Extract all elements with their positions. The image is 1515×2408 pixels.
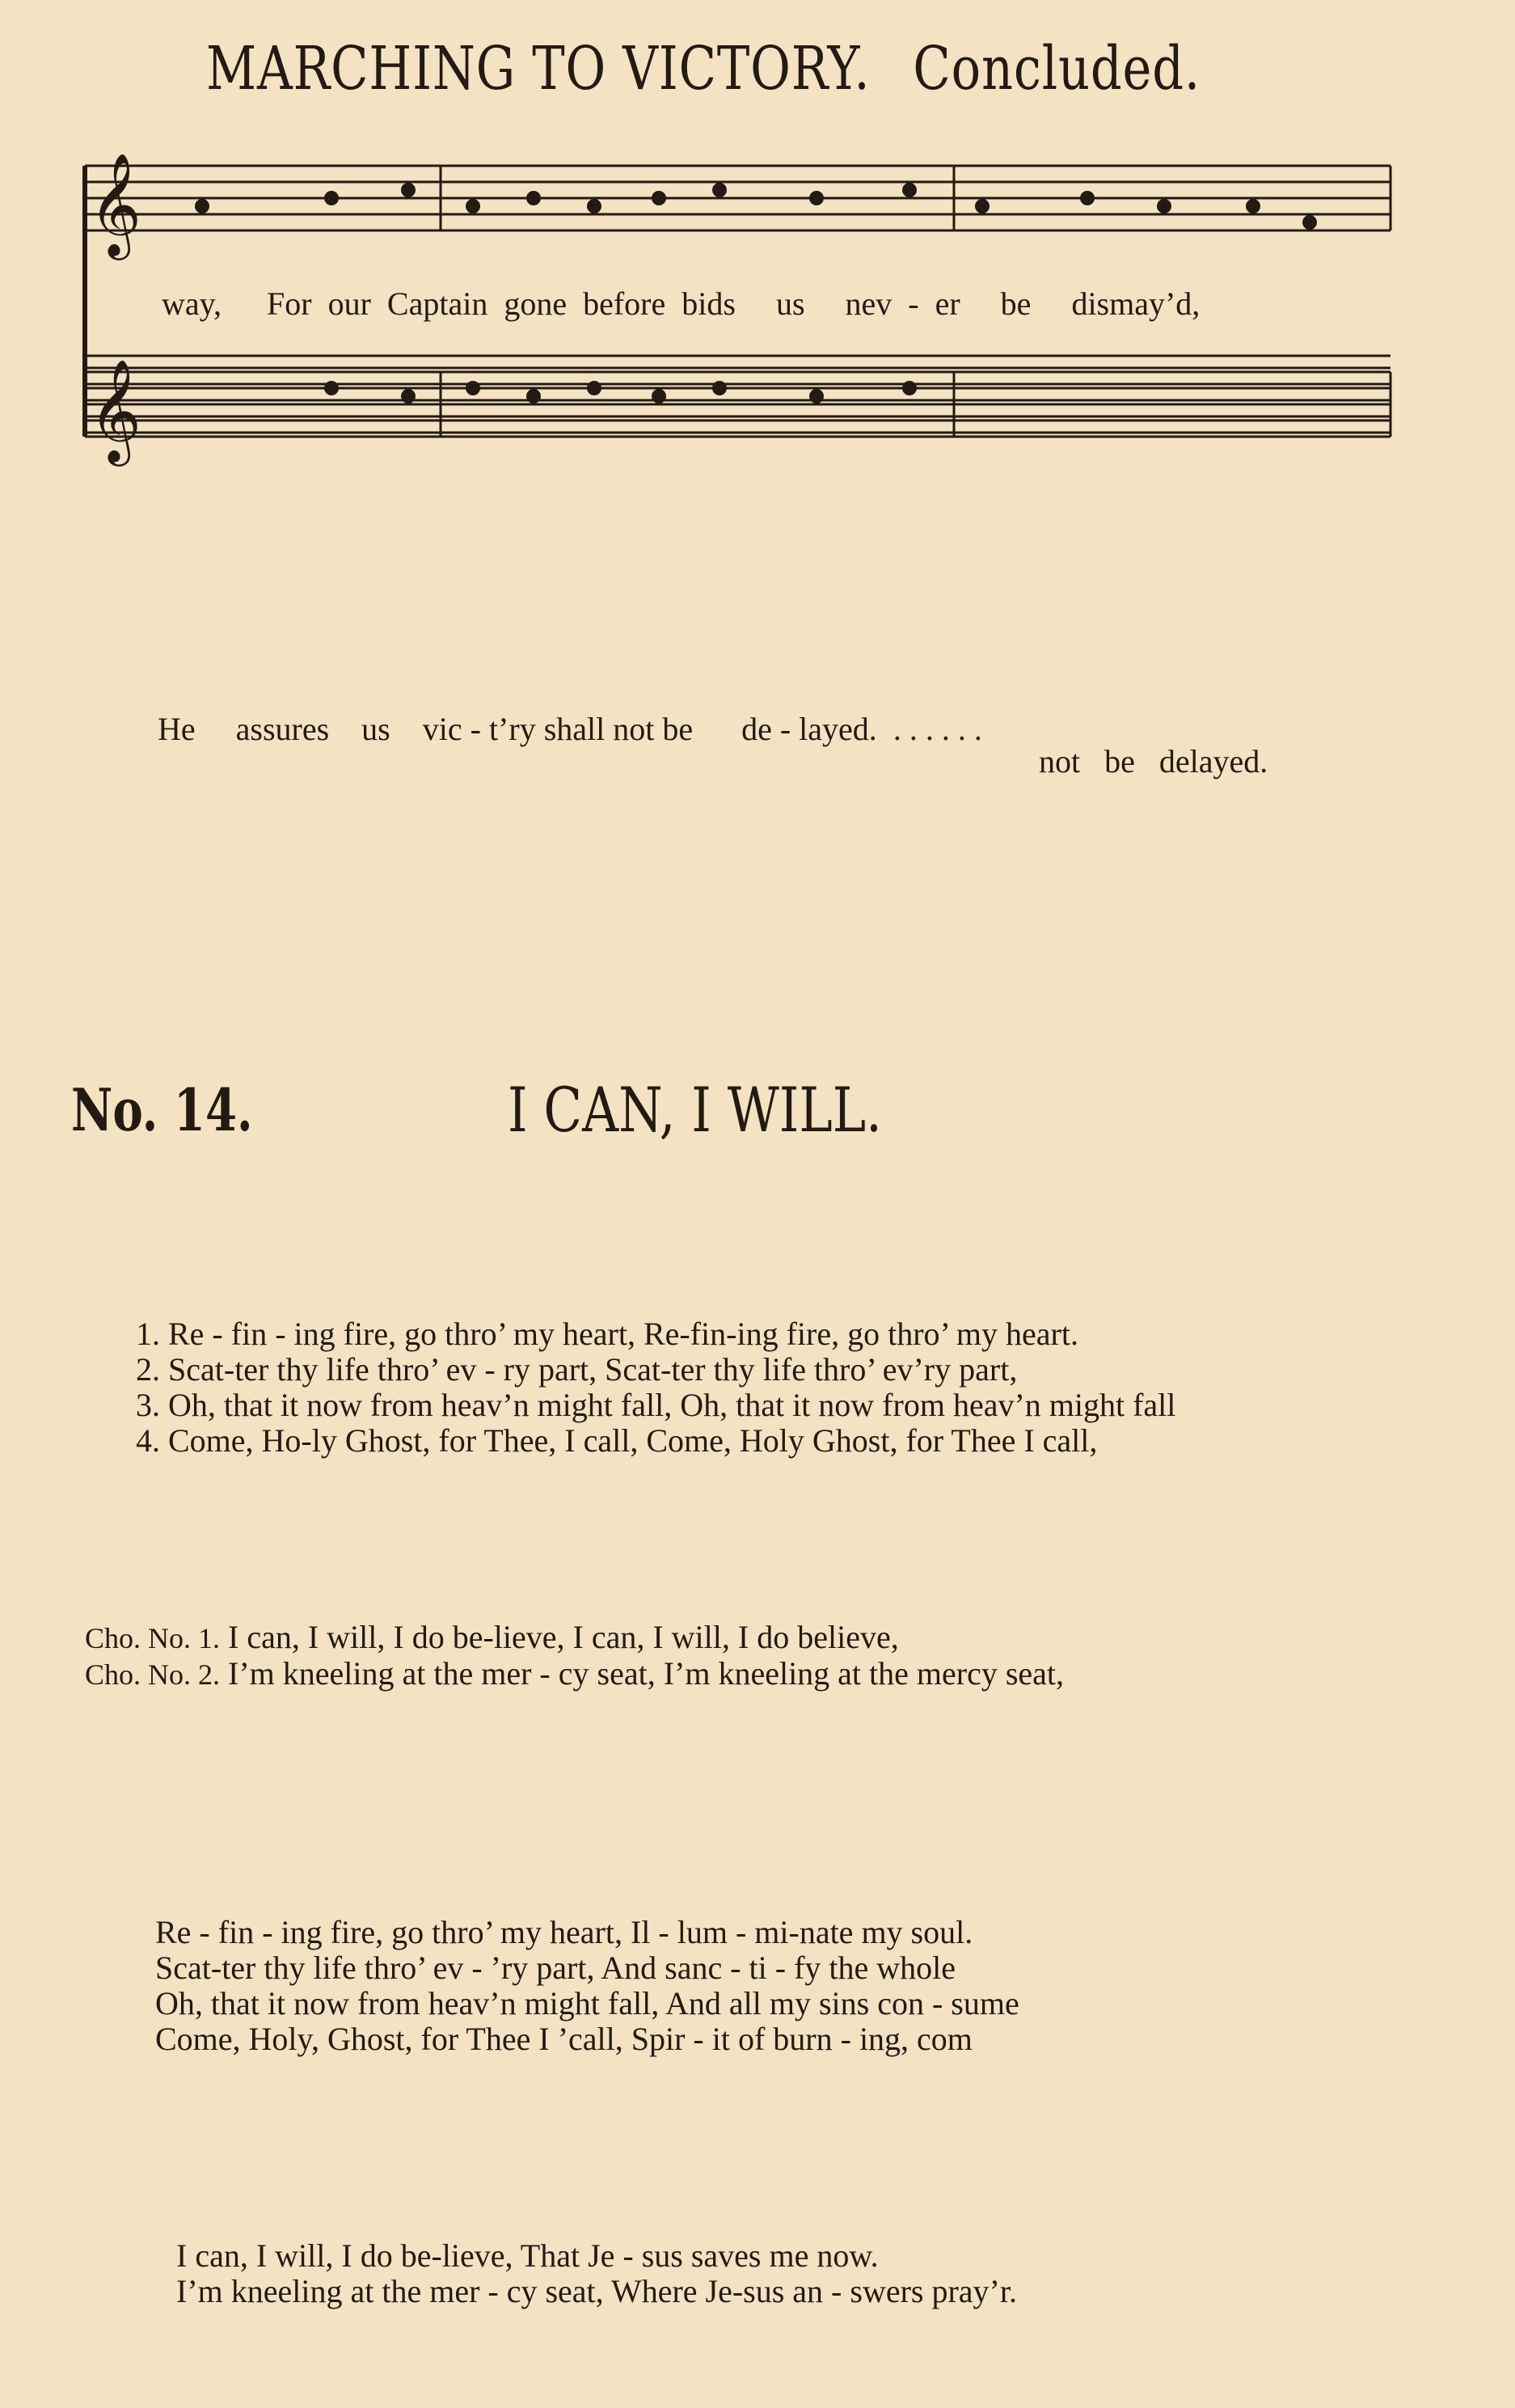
verse-line: Oh, that it now from heav’n might fall, And all my sins con - sume: [155, 1985, 1019, 2021]
treble-clef-1: 𝄞: [89, 152, 142, 256]
lyric-word: way,: [162, 285, 222, 322]
page-title-suffix: Concluded.: [913, 34, 1201, 104]
chorus-line: Cho. No. 1. I can, I will, I do be-lieve, I can, I will, I do believe,: [85, 1619, 899, 1655]
lyric-word: us: [361, 711, 390, 747]
lyric-word: . . . . . .: [893, 711, 982, 747]
verse-line: 1. Re - fin - ing fire, go thro’ my heart, Re-fin-ing fire, go thro’ my heart.: [136, 1316, 1078, 1352]
chorus-line: I’m kneeling at the mer - cy seat, Where Je-sus an - swers pray’r.: [176, 2273, 1017, 2309]
verse-line: 4. Come, Ho-ly Ghost, for Thee, I call, Come, Holy Ghost, for Thee I call,: [136, 1422, 1098, 1459]
treble-clef-2: 𝄞: [89, 358, 142, 462]
verse-line: Come, Holy, Ghost, for Thee I ’call, Spir - it of burn - ing, com: [155, 2021, 973, 2057]
verse-line: 3. Oh, that it now from heav’n might fall, Oh, that it now from heav’n might fall: [136, 1387, 1176, 1423]
system-1-bass-staff: [85, 368, 1391, 433]
page-title-main: MARCHING TO VICTORY.: [206, 34, 871, 104]
lyric-word: nev - er: [845, 285, 960, 322]
lyric-word: assures: [235, 711, 330, 747]
lyric-word: vic - t’ry shall not be: [422, 711, 694, 747]
verse-line: Scat-ter thy life thro’ ev - ’ry part, And sanc - ti - fy the whole: [155, 1950, 956, 1986]
verse-line: 2. Scat-ter thy life thro’ ev - ry part, Scat-ter thy life thro’ ev’ry part,: [136, 1351, 1018, 1388]
hymn-title: I CAN, I WILL.: [508, 1074, 882, 1146]
chorus-line: I can, I will, I do be-lieve, That Je - sus saves me now.: [176, 2237, 879, 2274]
verse-line: Re - fin - ing fire, go thro’ my heart, Il - lum - mi-nate my soul.: [155, 1914, 973, 1950]
chorus-line: Cho. No. 2. I’m kneeling at the mer - cy seat, I’m kneeling at the mercy seat,: [85, 1655, 1065, 1692]
lyric-word: de - layed.: [741, 711, 877, 747]
echo-lyric: not be delayed.: [1039, 743, 1268, 779]
lyric-word: us: [775, 285, 805, 322]
lyric-word: He: [158, 711, 196, 747]
lyric-word: be: [1000, 285, 1032, 322]
lyric-word: For our Captain gone before bids: [267, 285, 736, 322]
lyric-word: dismay’d,: [1071, 285, 1201, 322]
hymn-number: No. 14.: [71, 1075, 253, 1144]
